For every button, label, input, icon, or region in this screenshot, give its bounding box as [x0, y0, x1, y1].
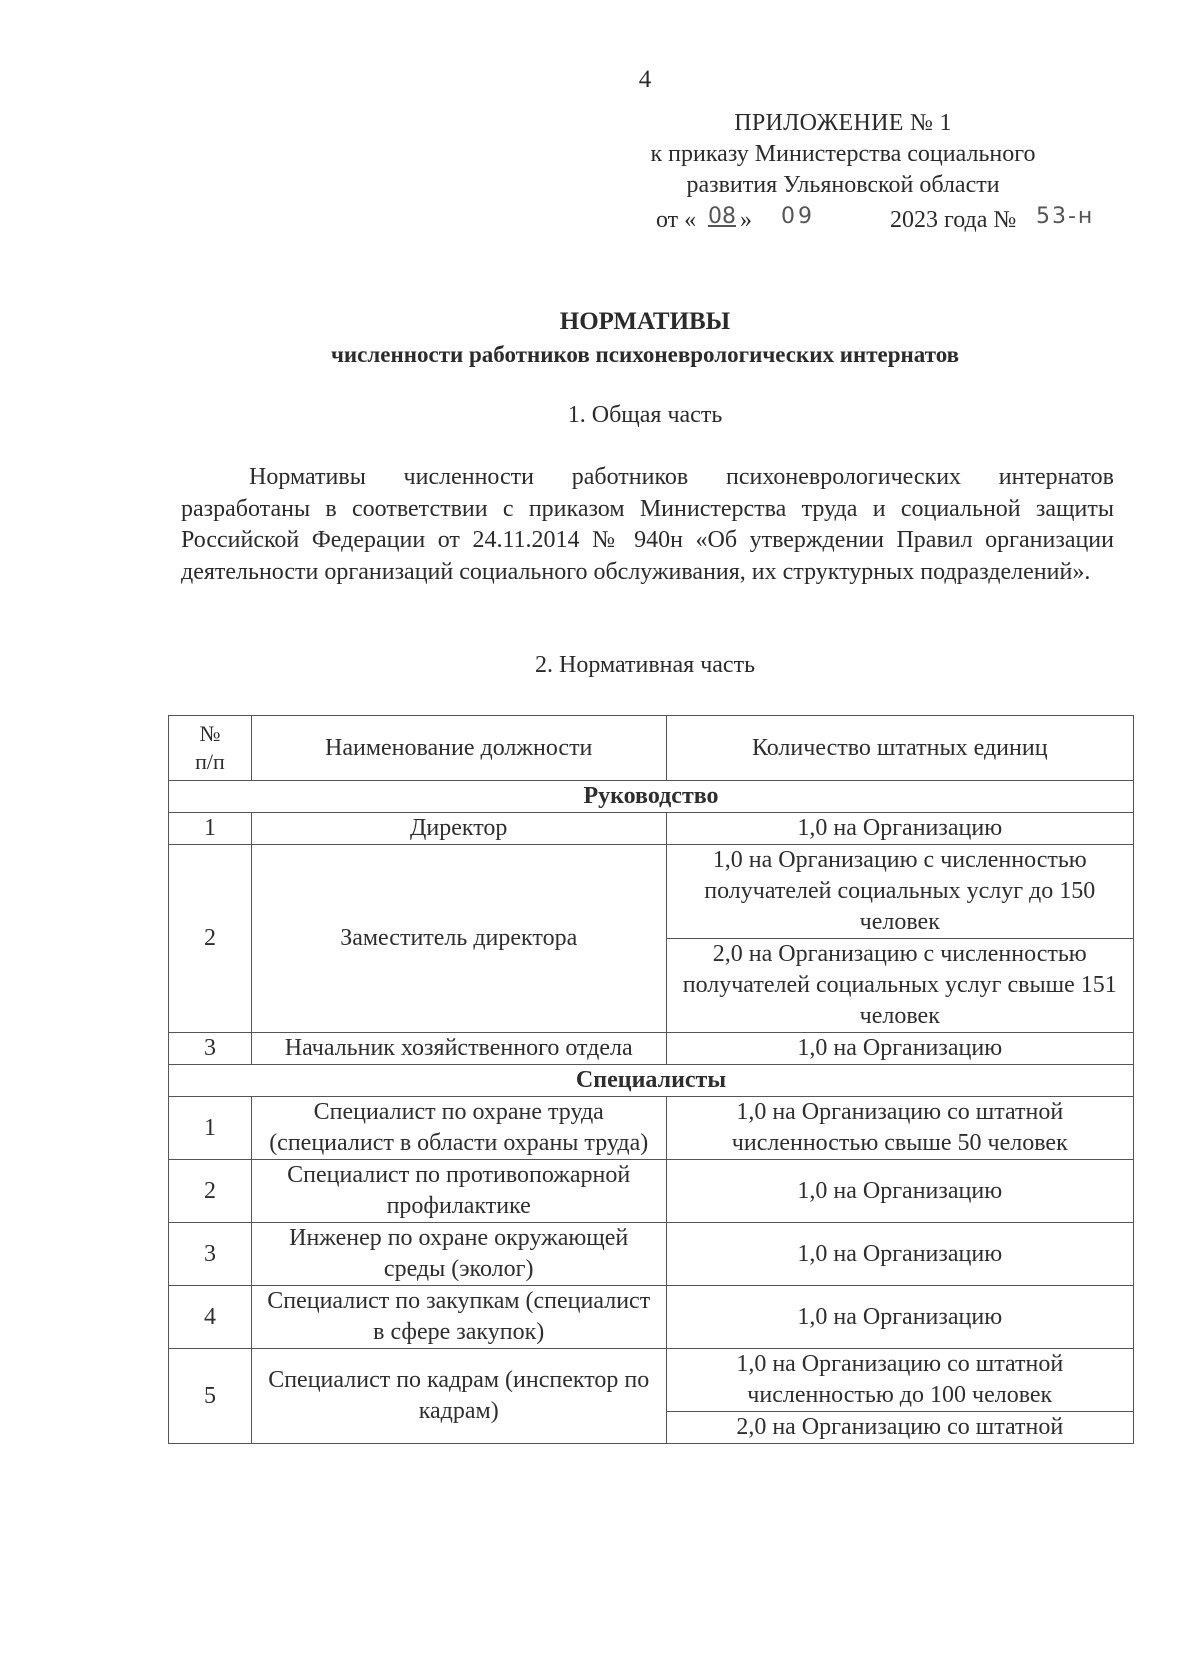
- date-quote-close: »: [740, 207, 752, 233]
- appendix-block: [598, 108, 1095, 233]
- date-year: 2023 года №: [890, 207, 1017, 233]
- section-1-heading: 1. Общая часть: [567, 402, 723, 428]
- row-position: Специалист по охране труда (специалист в области охраны труда): [251, 1097, 666, 1160]
- group-title: Руководство: [169, 781, 1134, 813]
- row-num: 2: [169, 1160, 252, 1223]
- row-quantity: 1,0 на Организацию с численностью получателей социальных услуг до 150 человек: [666, 845, 1133, 939]
- row-position: Специалист по кадрам (инспектор по кадрам): [251, 1349, 666, 1444]
- handwritten-month: 09: [781, 204, 815, 229]
- row-position: Специалист по закупкам (специалист в сфере закупок): [251, 1286, 666, 1349]
- header-position: Наименование должности: [251, 716, 666, 781]
- table-row: [169, 1033, 1134, 1065]
- row-quantity: 2,0 на Организацию со штатной: [666, 1412, 1133, 1444]
- row-num: 3: [169, 1033, 252, 1065]
- row-position: Директор: [251, 813, 666, 845]
- appendix-line-1: к приказу Министерства социального: [650, 141, 1036, 167]
- row-num: 2: [169, 845, 252, 1033]
- row-quantity: 2,0 на Организацию с численностью получателей социальных услуг свыше 151 человек: [666, 939, 1133, 1033]
- table-row: [169, 813, 1134, 845]
- table-row: [169, 1223, 1134, 1286]
- page-number: 4: [638, 66, 652, 93]
- row-quantity: 1,0 на Организацию: [666, 813, 1133, 845]
- date-prefix: от «: [656, 207, 697, 233]
- header-quantity: Количество штатных единиц: [666, 716, 1133, 781]
- section-2-heading: 2. Нормативная часть: [534, 652, 756, 678]
- group-row: [169, 781, 1134, 813]
- row-num: 4: [169, 1286, 252, 1349]
- row-quantity: 1,0 на Организацию: [666, 1160, 1133, 1223]
- row-position: Инженер по охране окружающей среды (эколог): [251, 1223, 666, 1286]
- document-title: НОРМАТИВЫ: [559, 308, 731, 335]
- row-quantity: 1,0 на Организацию со штатной численностью свыше 50 человек: [666, 1097, 1133, 1160]
- document-subtitle: численности работников психоневрологических интернатов: [330, 342, 960, 367]
- row-position: Специалист по противопожарной профилактике: [251, 1160, 666, 1223]
- header-num: [169, 716, 252, 781]
- table-row: [169, 1286, 1134, 1349]
- order-date-line: [598, 201, 1095, 235]
- row-num: 1: [169, 813, 252, 845]
- appendix-line-2: развития Ульяновской области: [686, 172, 1000, 198]
- table-row: [169, 1160, 1134, 1223]
- row-quantity: 1,0 на Организацию: [666, 1223, 1133, 1286]
- handwritten-day: 08: [708, 204, 736, 229]
- table-row: [169, 845, 1134, 939]
- table-header-row: [169, 716, 1134, 781]
- row-position: Заместитель директора: [251, 845, 666, 1033]
- row-quantity: 1,0 на Организацию со штатной численностью до 100 человек: [666, 1349, 1133, 1412]
- header-num-symbol: №: [199, 721, 221, 746]
- table-row: [169, 1349, 1134, 1412]
- row-num: 1: [169, 1097, 252, 1160]
- appendix-title: ПРИЛОЖЕНИЕ № 1: [734, 110, 952, 136]
- row-position: Начальник хозяйственного отдела: [251, 1033, 666, 1065]
- group-title: Специалисты: [169, 1065, 1134, 1097]
- row-num: 3: [169, 1223, 252, 1286]
- section-1-body: [181, 462, 1114, 588]
- handwritten-order-number: 53-н: [1036, 204, 1095, 229]
- table-row: [169, 1097, 1134, 1160]
- row-quantity: 1,0 на Организацию: [666, 1286, 1133, 1349]
- row-num: 5: [169, 1349, 252, 1444]
- group-row: [169, 1065, 1134, 1097]
- section-1-paragraph: Нормативы численности работников психоневрологических интернатов разработаны в соответствии с приказом Министерства труда и социальной защиты Российской Федерации от 24.11.2014 № 940н «Об утверждении Правил организации деятельности организаций социального обслуживания, их структурных подразделений».: [181, 464, 1114, 585]
- row-quantity: 1,0 на Организацию: [666, 1033, 1133, 1065]
- staffing-norms-table: [168, 715, 1134, 1444]
- header-num-abbrev: п/п: [195, 749, 225, 774]
